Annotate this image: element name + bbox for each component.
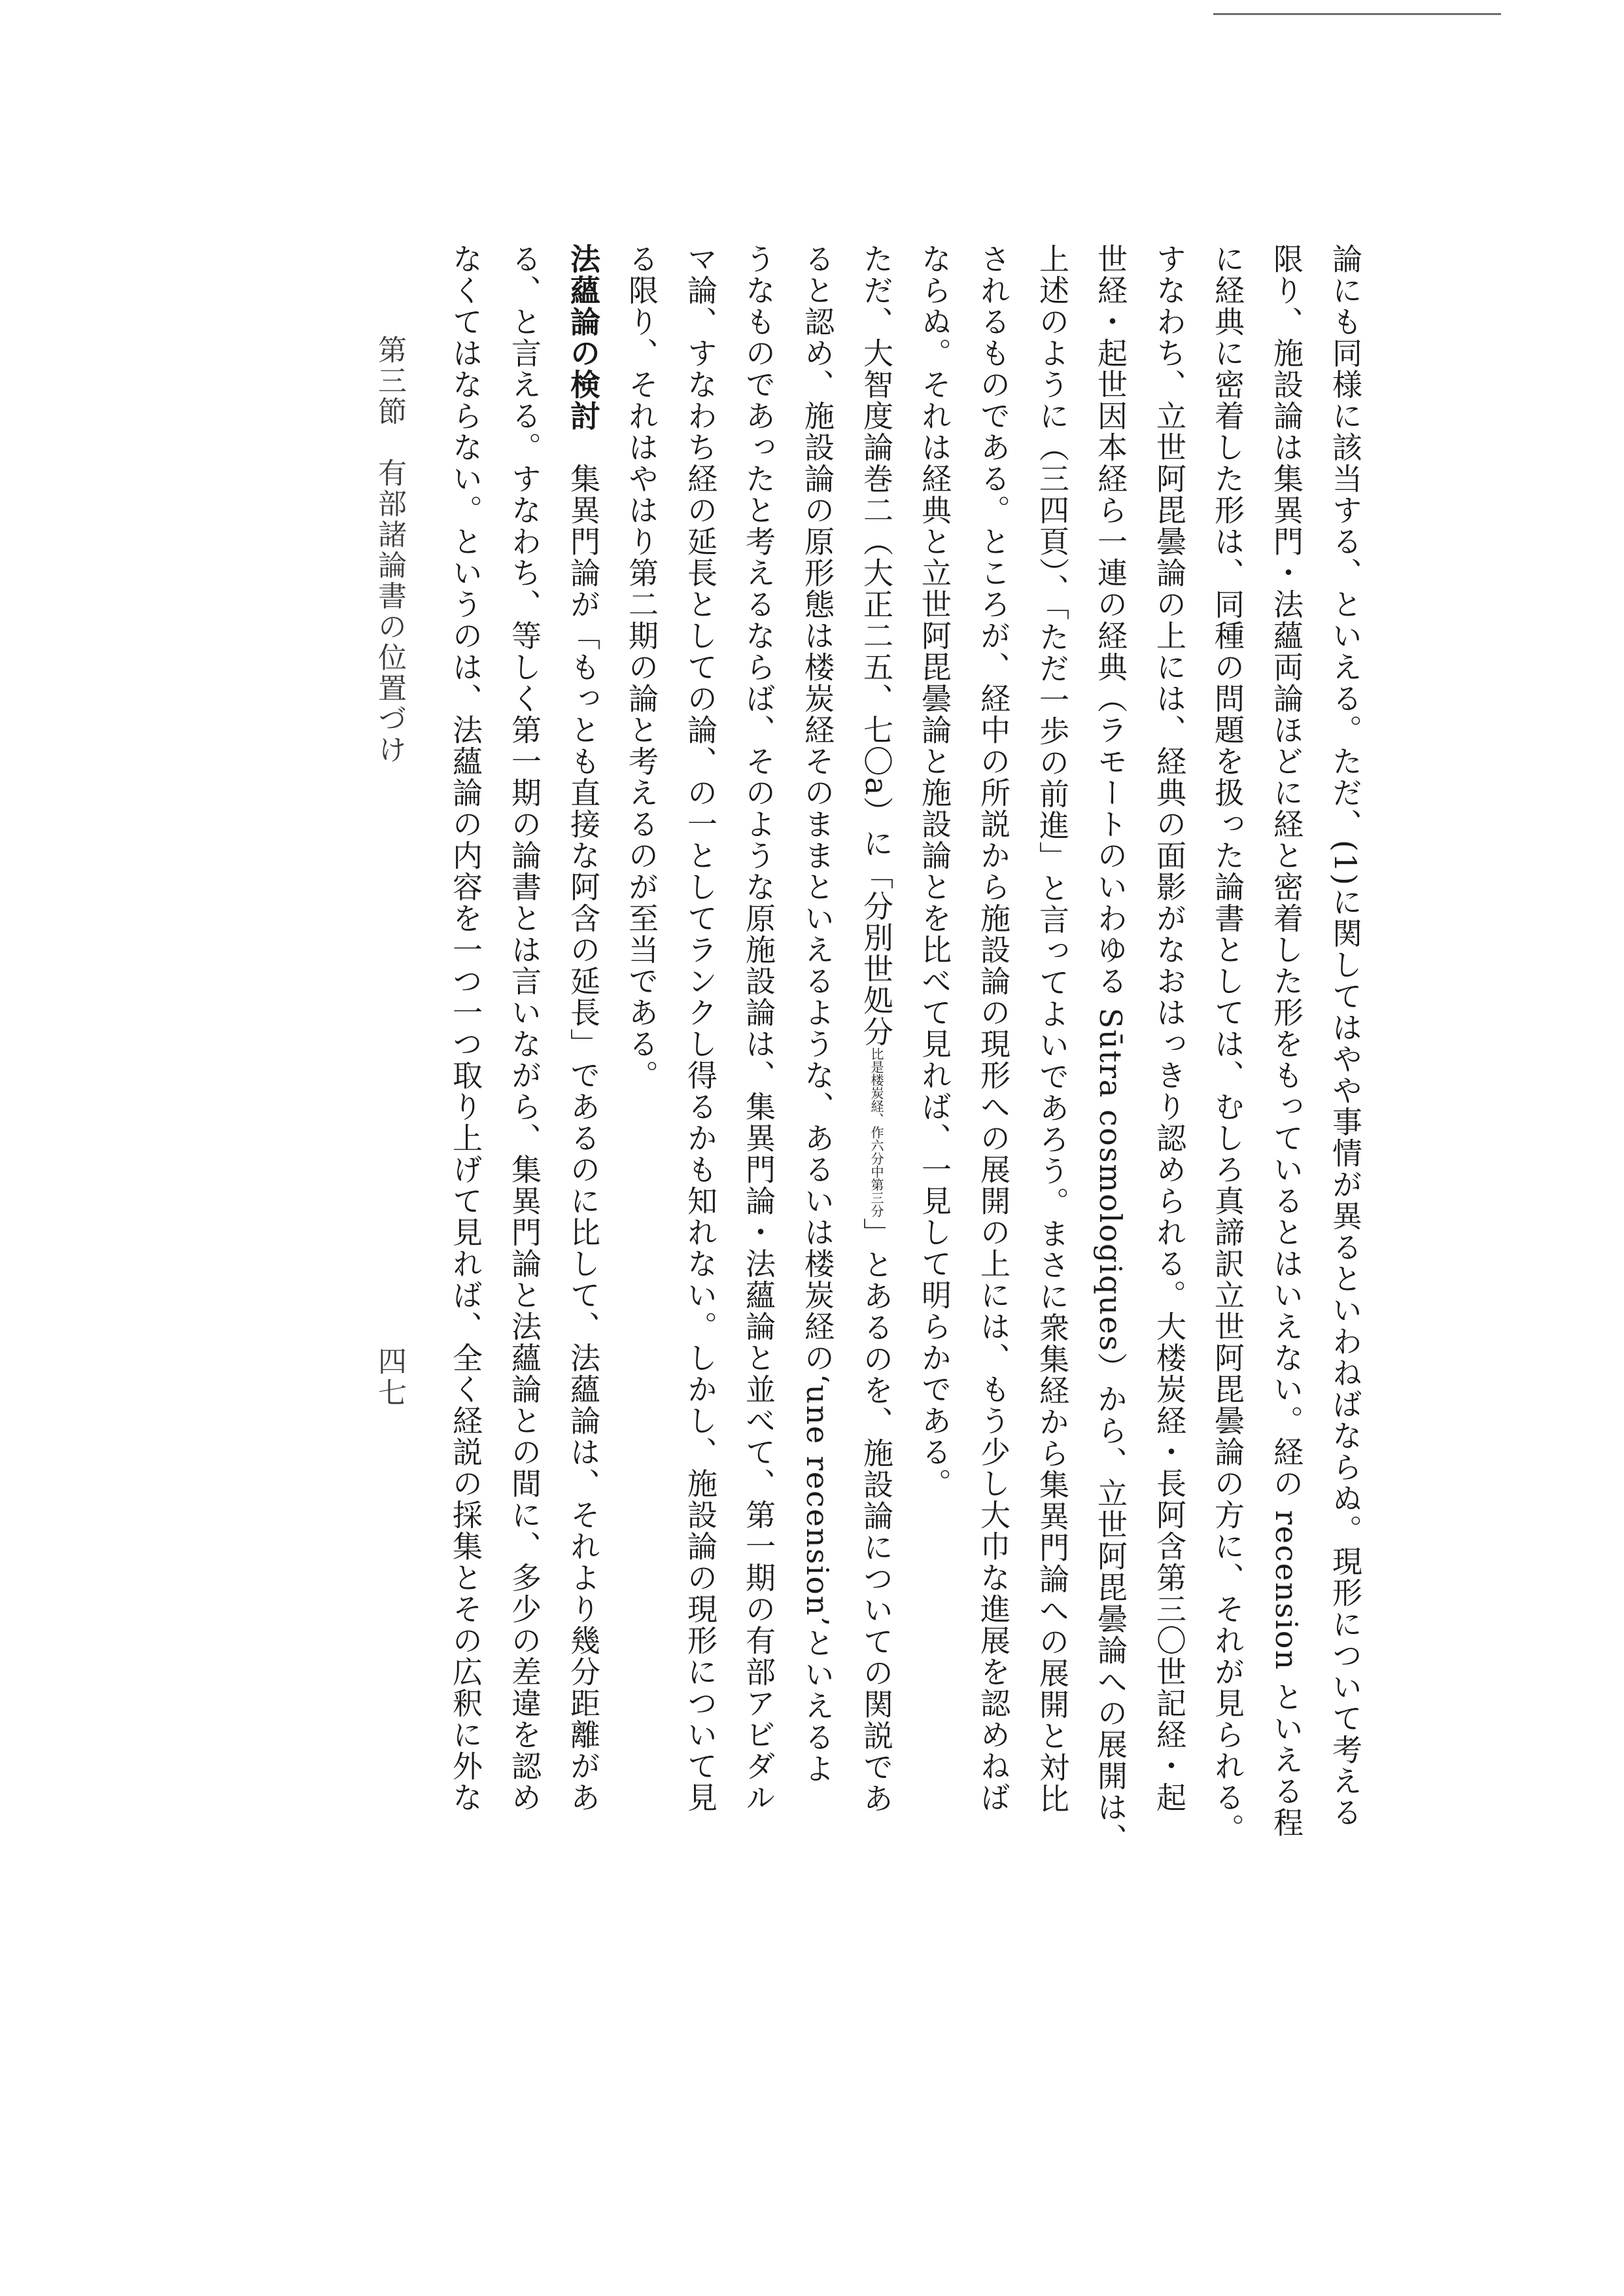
text-column-1: 論にも同様に該当する、といえる。ただ、(1)に関してはやや事情が異るといわねばならぬ。現形について考える xyxy=(1328,243,1363,1829)
text-column-10: ると認め、施設論の原形態は楼炭経そのままといえるような、あるいは楼炭経の‘une recension’といえるよ xyxy=(800,243,835,1784)
text-column-14 xyxy=(555,243,612,1918)
column-9-after: 」とあるのを、施設論についての関説であ xyxy=(859,1217,894,1815)
text-column-9 xyxy=(848,243,905,1918)
text-column-6: 上述のように（三四頁）、「ただ一歩の前進」と言ってよいであろう。まさに衆集経から集異門論への展開と対比 xyxy=(1035,243,1070,1815)
section-heading: 法蘊論の検討 xyxy=(566,243,601,432)
page-number: 四七 xyxy=(373,1346,406,1409)
inline-note: 比是楼炭経、作六分中第三分 xyxy=(869,1047,884,1218)
text-column-12: マ論、すなわち経の延長としての論、の一としてランクし得るかも知れない。しかし、施設論の現形について見 xyxy=(683,243,718,1813)
text-column-15: る、と言える。すなわち、等しく第一期の論書とは言いながら、集異門論と法蘊論との間に、多少の差違を認め xyxy=(507,243,542,1813)
text-column-4: すなわち、立世阿毘曇論の上には、経典の面影がなおはっきり認められる。大楼炭経・長阿含第三〇世記経・起 xyxy=(1152,243,1187,1813)
text-column-2: 限り、施設論は集異門・法蘊両論ほどに経と密着した形をもっているとはいえない。経の recension といえる程 xyxy=(1269,243,1304,1839)
text-column-7: されるものである。ところが、経中の所説から施設論の現形への展開の上には、もう少し大巾な進展を認めねば xyxy=(976,243,1011,1813)
text-column-5: 世経・起世因本経ら一連の経典（ラモートのいわゆる Sūtra cosmologiques）から、立世阿毘曇論への展開は、 xyxy=(1093,243,1128,1855)
text-column-11: うなものであったと考えるならば、そのような原施設論は、集異門論・法蘊論と並べて、第一期の有部アビダル xyxy=(741,243,776,1813)
text-column-16: なくてはならない。というのは、法蘊論の内容を一つ一つ取り上げて見れば、全く経説の採集とその広釈に外な xyxy=(448,243,483,1813)
text-column-13: る限り、それはやはり第二期の論と考えるのが至当である。 xyxy=(624,243,659,1091)
section-first-line: 集異門論が「もっとも直接な阿含の延長」であるのに比して、法蘊論は、それより幾分距離があ xyxy=(566,432,601,1813)
text-column-3: に経典に密着した形は、同種の問題を扱った論書としては、むしろ真諦訳立世阿毘曇論の方に、それが見られる。 xyxy=(1210,243,1245,1845)
column-9-before: ただ、大智度論巻二（大正二五、七〇a）に「分別世処分 xyxy=(859,243,894,1048)
text-column-8: ならぬ。それは経典と立世阿毘曇論と施設論とを比べて見れば、一見して明らかである。 xyxy=(917,243,952,1499)
top-rule xyxy=(1213,13,1501,15)
running-footer-title: 第三節 有部諸論書の位置づけ xyxy=(373,335,406,765)
